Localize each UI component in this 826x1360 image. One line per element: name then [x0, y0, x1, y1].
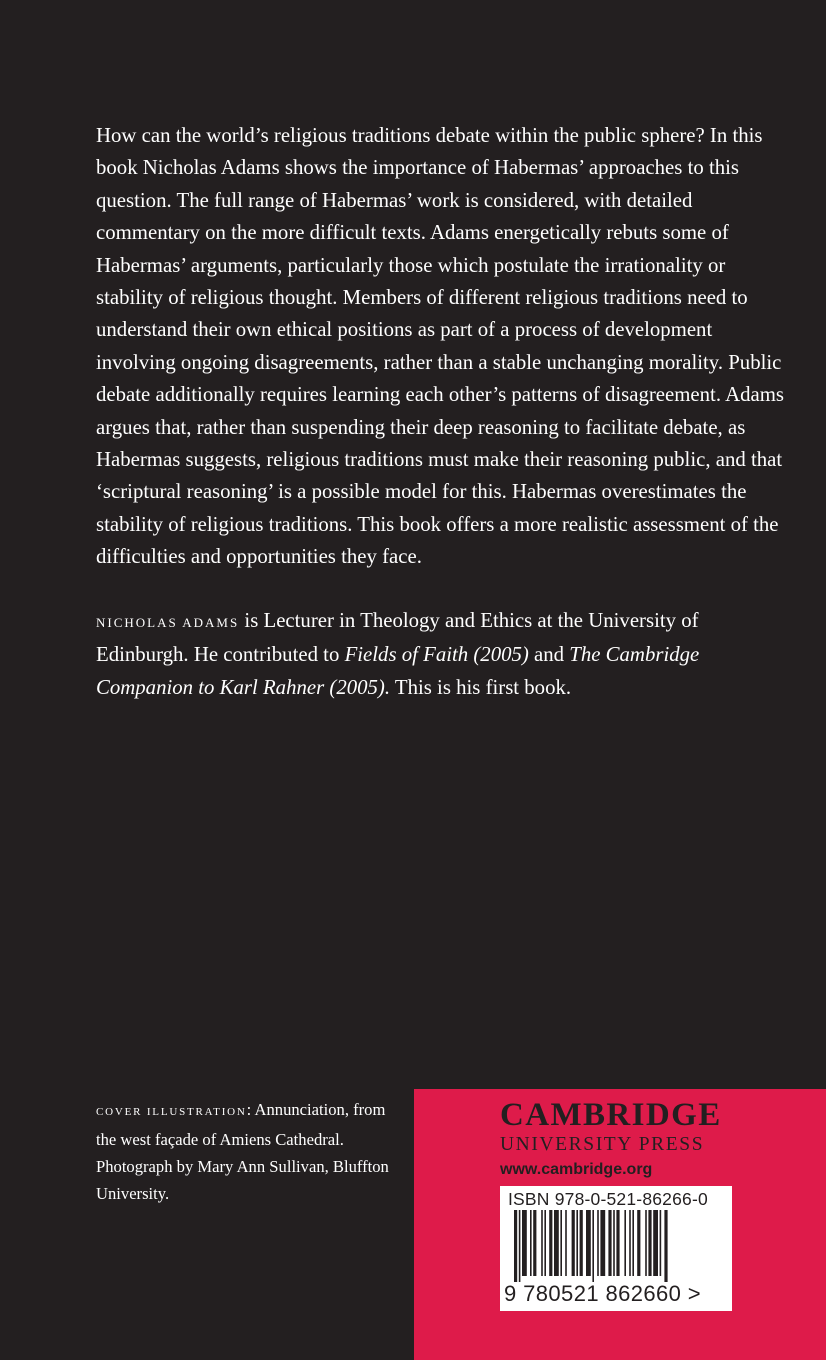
- author-bio-text-3: This is his first book.: [390, 675, 572, 699]
- author-bio-text-2: and: [528, 643, 570, 667]
- book-title-fields-of-faith: Fields of Faith (2005): [344, 643, 529, 667]
- cover-illustration-label: COVER ILLUSTRATION: [96, 1106, 247, 1118]
- book-title-cambridge-companion: The Cambridge Companion to Karl Rahner (2005).: [96, 643, 700, 699]
- blurb-text: How can the world’s religious traditions debate within the public sphere? In this book Nicholas Adams shows the importance of Habermas’ approaches to this question. The full range of Habermas’ work is considered, with detailed commentary on the more difficult texts. Adams energetically rebuts some of Habermas’ arguments, particularly those which postulate the irrationality or stability of religious thought. Members of different religious traditions need to understand their own ethical positions as part of a process of development involving ongoing disagreements, rather than a stable unchanging morality. Public debate additionally requires learning each other’s patterns of disagreement. Adams argues that, rather than suspending their deep reasoning to facilitate debate, as Habermas suggests, religious traditions must make their reasoning public, and that ‘scriptural reasoning’ is a possible model for this. Habermas overestimates the stability of religious traditions. This book offers a more realistic assessment of the difficulties and opportunities they face.: [96, 124, 784, 569]
- publisher-logo-name: CAMBRIDGE: [500, 1097, 722, 1133]
- publisher-block: [414, 1089, 826, 1360]
- isbn-barcode: [500, 1186, 732, 1311]
- publisher-url: www.cambridge.org: [500, 1161, 653, 1178]
- barcode-icon: [514, 1210, 714, 1282]
- publisher-logo-subname: UNIVERSITY PRESS: [500, 1134, 705, 1155]
- isbn-text: ISBN 978-0-521-86266-0: [508, 1189, 708, 1209]
- cover-illustration-text: : Annunciation, from the west façade of Amiens Cathedral. Photograph by Mary Ann Sullivan, Bluffton University.: [96, 1100, 389, 1203]
- author-bio-text-1: is Lecturer in Theology and Ethics at the University of Edinburgh. He contributed to: [96, 609, 699, 667]
- isbn-digits: 9 780521 862660 >: [504, 1281, 702, 1306]
- cover-illustration-note: [96, 1096, 396, 1207]
- author-bio: [96, 605, 796, 704]
- author-name: NICHOLAS ADAMS: [96, 615, 240, 630]
